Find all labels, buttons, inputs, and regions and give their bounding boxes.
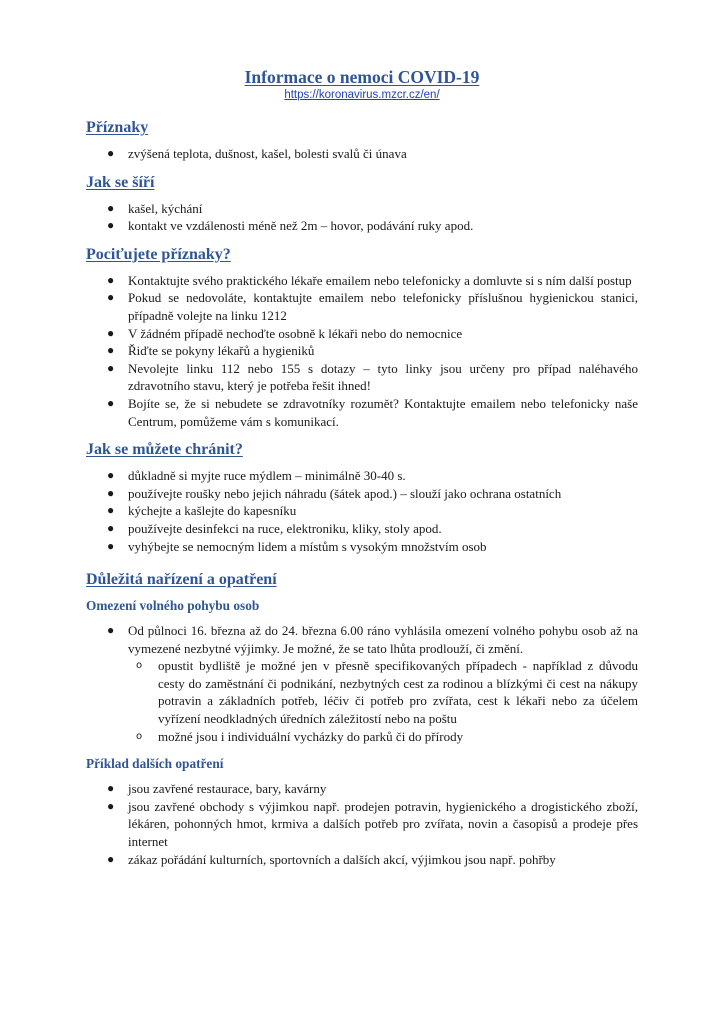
bullet-icon: ● bbox=[107, 851, 115, 866]
bullet-icon: ● bbox=[107, 272, 115, 287]
list-item: ● důkladně si myjte ruce mýdlem – minimálně 30-40 s. bbox=[107, 468, 406, 484]
bullet-icon: ● bbox=[107, 395, 115, 410]
bullet-icon: ● bbox=[107, 325, 115, 340]
list-item: ● používejte desinfekci na ruce, elektroniku, kliky, stoly apod. bbox=[107, 520, 442, 536]
circle-bullet-icon: o bbox=[136, 660, 143, 672]
bullet-icon: ● bbox=[107, 218, 115, 233]
list-item: ● Pokud se nedovoláte, kontaktujte emailem nebo telefonicky příslušnou hygienickou stanici, případně volejte na linku 1212 bbox=[107, 290, 638, 323]
list-item: ● zákaz pořádání kulturních, sportovních a dalších akcí, výjimkou jsou např. pohřby bbox=[107, 851, 556, 867]
bullet-icon: ● bbox=[107, 485, 115, 500]
list-item: ● jsou zavřené obchody s výjimkou např. prodejen potravin, hygienického a drogistického zboží, lékáren, pohonných hmot, krmiva a dalších potřeb pro zvířata, novin a časopisů a prodeje přes internet bbox=[107, 798, 638, 850]
list-item: ● V žádném případě nechoďte osobně k lékaři nebo do nemocnice bbox=[107, 325, 463, 341]
bullet-icon: ● bbox=[107, 360, 115, 375]
list-item: ● zvýšená teplota, dušnost, kašel, bolesti svalů či únava bbox=[107, 146, 407, 161]
circle-bullet-icon: o bbox=[136, 730, 143, 742]
list-item: ● kýchejte a kašlejte do kapesníku bbox=[107, 503, 297, 519]
bullet-icon: ● bbox=[107, 623, 115, 638]
bullet-icon: ● bbox=[107, 520, 115, 535]
section-pocitujete bbox=[86, 244, 638, 430]
list-item: ● používejte roušky nebo jejich náhradu (šátek apod.) – slouží jako ochrana ostatních bbox=[107, 485, 562, 501]
section-heading: Pociťujete příznaky? bbox=[86, 245, 231, 263]
subsection-heading: Příklad dalších opatření bbox=[86, 756, 224, 772]
bullet-icon: ● bbox=[107, 200, 115, 215]
subsection-heading: Omezení volného pohybu osob bbox=[86, 598, 260, 614]
list-item: ● Bojíte se, že si nebudete se zdravotníky rozumět? Kontaktujte emailem nebo telefonicky naše Centrum, pomůžeme vám s komunikací. bbox=[107, 395, 638, 429]
section-heading: Jak se můžete chránit? bbox=[86, 441, 243, 459]
sub-list-item: o opustit bydliště je možné jen v přesně specifikovaných případech - například z důvodu cesty do zaměstnání či podnikání, nezbytných cest za rodinou a blízkými či cest na nákupy potravin a základních potřeb, léčiv či potřeb pro zvířata, cest k lékaři nebo za účelem vyřízení neodkladných úředních záležitostí nebo na poštu bbox=[136, 658, 638, 727]
list-item: ● Řiďte se pokyny lékařů a hygieniků bbox=[107, 343, 315, 359]
section-narizeni bbox=[86, 569, 638, 868]
source-link[interactable]: https://koronavirus.mzcr.cz/en/ bbox=[284, 89, 440, 101]
list-item: ● kontakt ve vzdálenosti méně než 2m – hovor, podávání ruky apod. bbox=[107, 218, 474, 234]
bullet-icon: ● bbox=[107, 781, 115, 796]
list-item: ● Nevolejte linku 112 nebo 155 s dotazy – tyto linky jsou určeny pro případ naléhavého zdravotního stavu, který je potřeba řešit ihned! bbox=[107, 360, 638, 394]
list-item: ● Od půlnoci 16. března až do 24. března 6.00 ráno vyhlásila omezení volného pohybu osob až na vymezené nezbytné výjimky. Je možné, že se tato lhůta prodlouží, či změní. o opustit bydliště je možné jen v přesně specifikovaných případech - například z důvodu cesty do zaměstnání či podnikání, nezbytných cest za rodinou a blízkými či cest na nákupy potravin a základních potřeb, léčiv či potřeb pro zvířata, cest k lékaři nebo za účelem vyřízení neodkladných úředních záležitostí nebo na poštu o možné jsou i individuální vycházky do parků či do přírody bbox=[86, 622, 638, 745]
bullet-icon: ● bbox=[107, 468, 115, 483]
section-heading: Příznaky bbox=[86, 119, 149, 136]
section-siri bbox=[86, 172, 638, 235]
bullet-icon: ● bbox=[107, 503, 115, 518]
list-item: ● kašel, kýchání bbox=[107, 200, 203, 216]
section-heading: Důležitá nařízení a opatření bbox=[86, 571, 277, 589]
bullet-icon: ● bbox=[107, 146, 115, 160]
page-title: Informace o nemoci COVID-19 bbox=[244, 67, 480, 87]
section-heading: Jak se šíří bbox=[86, 173, 155, 191]
list-item: ● jsou zavřené restaurace, bary, kavárny bbox=[107, 781, 327, 797]
list-item: ● vyhýbejte se nemocným lidem a místům s vysokým množstvím osob bbox=[107, 538, 487, 554]
bullet-icon: ● bbox=[107, 538, 115, 553]
bullet-icon: ● bbox=[107, 290, 115, 305]
sub-list-item: o možné jsou i individuální vycházky do parků či do přírody bbox=[136, 728, 464, 744]
bullet-icon: ● bbox=[107, 343, 115, 358]
section-chranit bbox=[86, 439, 638, 555]
document-page bbox=[86, 66, 638, 877]
section-priznaky bbox=[86, 117, 638, 163]
bullet-icon: ● bbox=[107, 798, 115, 813]
list-item: ● Kontaktujte svého praktického lékaře emailem nebo telefonicky a domluvte si s ním další postup bbox=[107, 272, 632, 288]
